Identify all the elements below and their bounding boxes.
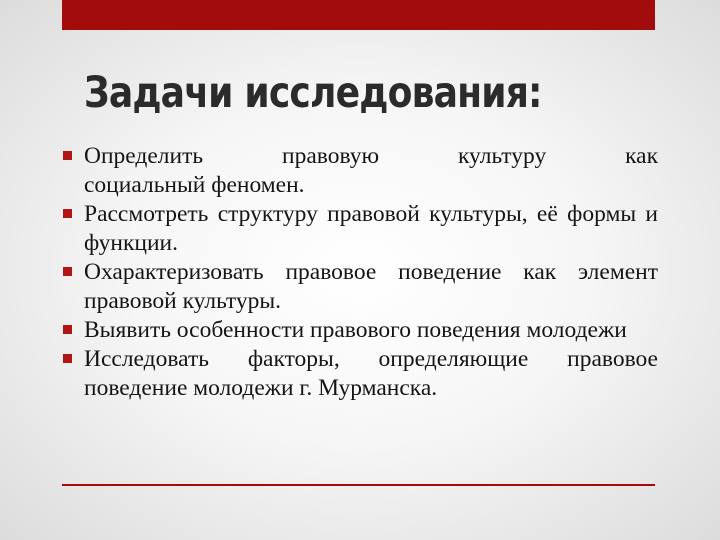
square-bullet-icon — [63, 267, 72, 276]
list-item — [62, 258, 658, 316]
slide-title: Задачи исследования: — [84, 68, 542, 118]
list-item — [62, 200, 658, 258]
list-item-text-line1: Определить правовую культуру как — [84, 143, 658, 169]
list-item-text-line2: социальный феномен. — [84, 172, 305, 198]
square-bullet-icon — [63, 325, 72, 334]
square-bullet-icon — [63, 354, 72, 363]
list-item — [62, 142, 658, 200]
list-item — [62, 345, 658, 403]
top-accent-bar — [62, 0, 655, 30]
list-item-text: Исследовать факторы, определяющие правовое поведение молодежи г. Мурманска. — [84, 346, 658, 401]
task-list — [62, 142, 658, 403]
square-bullet-icon — [63, 209, 72, 218]
list-item-text: Выявить особенности правового поведения молодежи — [84, 317, 627, 343]
list-item-text: Рассмотреть структуру правовой культуры, её формы и функции. — [84, 201, 658, 256]
list-item-text: Охарактеризовать правовое поведение как элемент правовой культуры. — [84, 259, 658, 314]
square-bullet-icon — [63, 151, 72, 160]
bottom-accent-rule — [62, 484, 655, 486]
list-item — [62, 316, 658, 345]
